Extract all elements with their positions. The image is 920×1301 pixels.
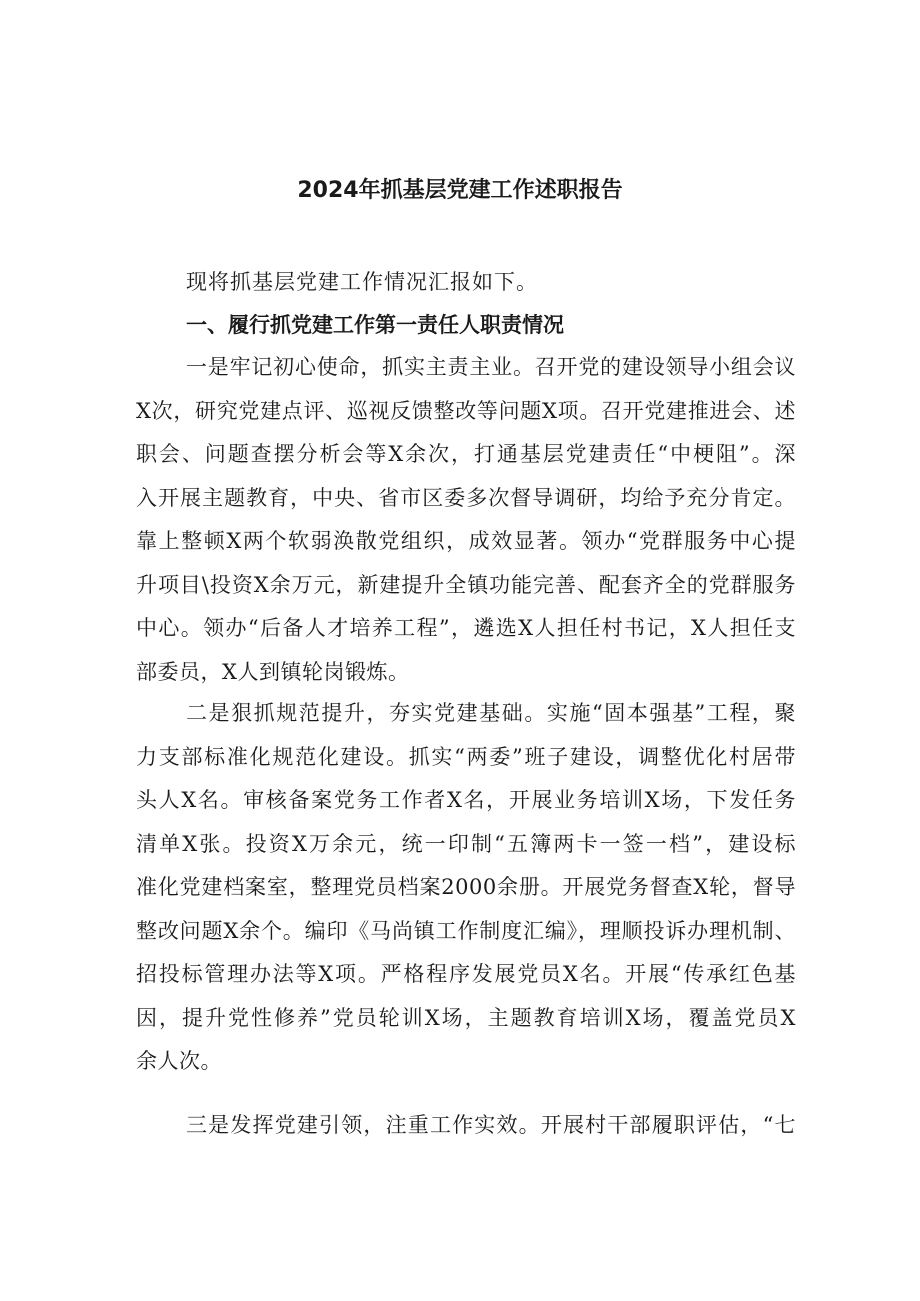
paragraph-line: 三是发挥党建引领，注重工作实效。开展村干部履职评估，“七: [186, 1113, 796, 1137]
paragraph-line: 清单X张。投资X万余元，统一印制“五簿两卡一签一档”，建设标: [136, 831, 796, 856]
paragraph-line: 中心。领办“后备人才培养工程”，遴选X人担任村书记，X人担任支: [136, 616, 796, 640]
body-paragraph: [136, 692, 796, 1084]
paragraph-line: 力支部标准化规范化建设。抓实“两委”班子建设，调整优化村居带: [136, 744, 796, 769]
paragraph-line: 职会、问题查摆分析会等X余次，打通基层党建责任“中梗阻”。深: [136, 442, 796, 466]
paragraph-line: 因，提升党性修养”党员轮训X场，主题教育培训X场，覆盖党员X: [136, 1005, 796, 1030]
body-paragraph: [136, 346, 796, 694]
paragraph-line: 二是狠抓规范提升，夯实党建基础。实施“固本强基”工程，聚: [186, 701, 796, 725]
paragraph-line: 部委员，X人到镇轮岗锻炼。: [136, 659, 410, 684]
paragraph-line: 整改问题X余个。编印《马尚镇工作制度汇编》，理顺投诉办理机制、: [136, 918, 796, 943]
paragraph-line: 升项目\投资X余万元，新建提升全镇功能完善、配套齐全的党群服务: [136, 572, 796, 597]
paragraph-line: 入开展主题教育，中央、省市区委多次督导调研，均给予充分肯定。: [136, 485, 796, 510]
paragraph-line: 准化党建档案室，整理党员档案2000余册。开展党务督查X轮，督导: [136, 875, 796, 899]
section-heading: 一、履行抓党建工作第一责任人职责情况: [186, 313, 564, 337]
document-title: 2024年抓基层党建工作述职报告: [297, 178, 623, 203]
paragraph-line: 头人X名。审核备案党务工作者X名，开展业务培训X场，下发任务: [136, 788, 796, 812]
paragraph-line: X次，研究党建点评、巡视反馈整改等问题X项。召开党建推进会、述: [136, 398, 796, 423]
paragraph-line: 靠上整顿X两个软弱涣散党组织，成效显著。领办“党群服务中心提: [136, 529, 796, 553]
paragraph-line: 余人次。: [136, 1049, 222, 1073]
paragraph-line: 一是牢记初心使命，抓实主责主业。召开党的建设领导小组会议: [186, 355, 796, 379]
body-paragraph: [136, 1104, 796, 1148]
intro-paragraph: 现将抓基层党建工作情况汇报如下。: [186, 270, 538, 294]
paragraph-line: 招投标管理办法等X项。严格程序发展党员X名。开展“传承红色基: [136, 962, 796, 986]
